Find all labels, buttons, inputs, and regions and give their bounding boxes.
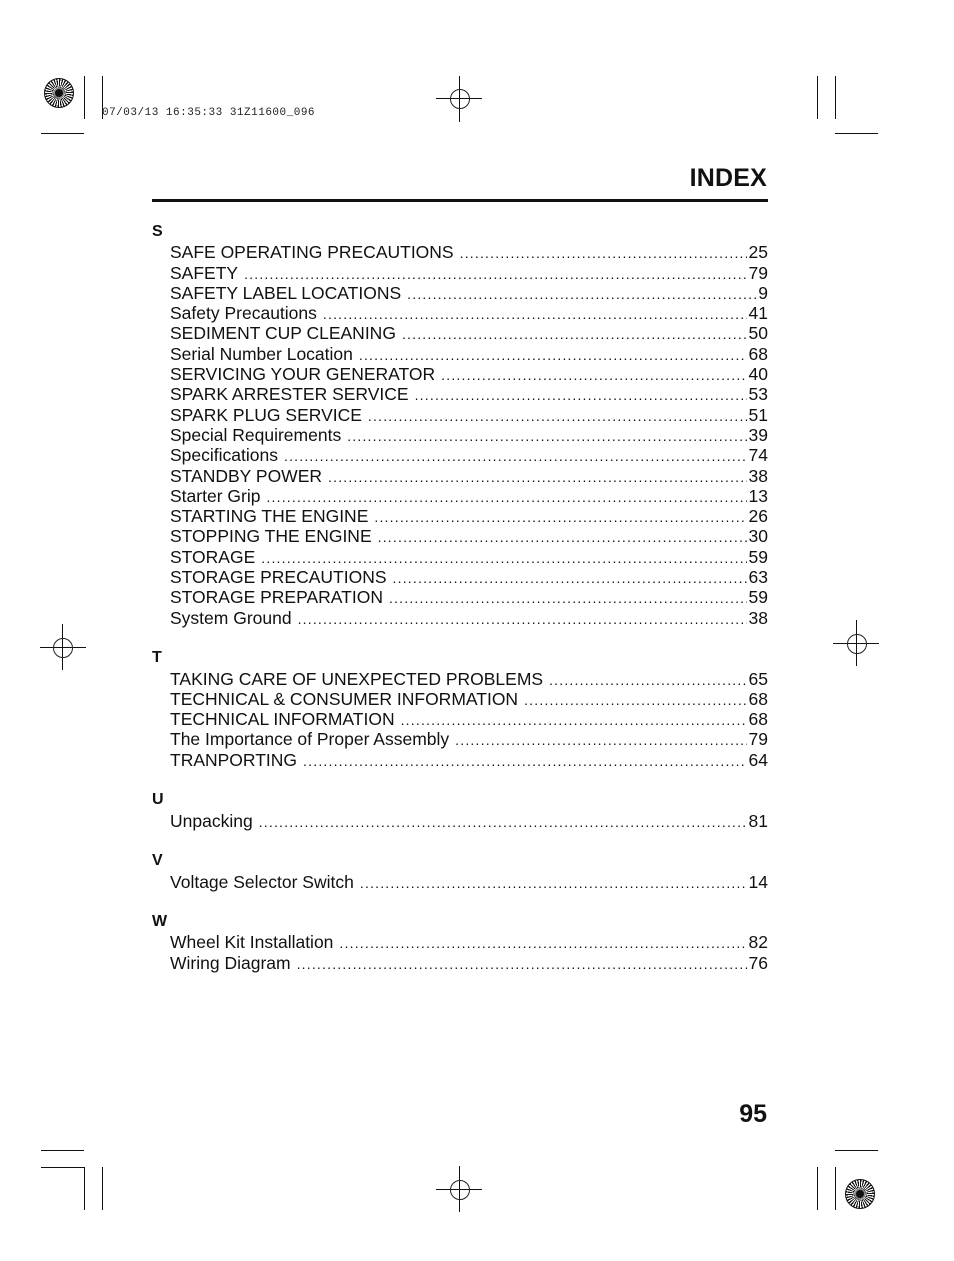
crosshair-mark-icon — [436, 76, 482, 122]
entry-label: Specifications — [170, 445, 278, 466]
title-rule — [152, 199, 768, 202]
entry-page-number: 59 — [748, 587, 768, 608]
entry-page-number: 68 — [748, 709, 768, 730]
entry-label: System Ground — [170, 607, 292, 628]
dot-leader — [323, 304, 747, 324]
index-entry — [152, 283, 768, 303]
entry-label: Starter Grip — [170, 485, 261, 506]
registration-target-icon — [845, 1179, 875, 1209]
entry-page-number: 41 — [748, 303, 768, 324]
entry-label: TECHNICAL INFORMATION — [170, 709, 395, 730]
entry-label: TRANPORTING — [170, 749, 298, 770]
dot-leader — [415, 385, 747, 405]
entry-label: SEDIMENT CUP CLEANING — [170, 323, 396, 344]
entry-page-number: 26 — [748, 506, 768, 527]
entry-label: STOPPING THE ENGINE — [170, 526, 372, 547]
entry-page-number: 30 — [748, 526, 768, 547]
index-entry — [152, 932, 768, 952]
index-entry — [152, 425, 768, 445]
index-entry — [152, 669, 768, 689]
entry-label: Special Requirements — [170, 424, 342, 445]
index-entry — [152, 303, 768, 323]
entry-page-number: 53 — [748, 384, 768, 405]
index-entry — [152, 384, 768, 404]
entry-page-number: 68 — [748, 343, 768, 364]
dot-leader — [284, 446, 747, 466]
entry-page-number: 65 — [748, 668, 768, 689]
entry-label: STORAGE PRECAUTIONS — [170, 567, 387, 588]
crosshair-mark-icon — [436, 1166, 482, 1212]
entry-page-number: 81 — [748, 810, 768, 831]
section-letter: V — [152, 852, 163, 870]
entry-page-number: 38 — [748, 607, 768, 628]
index-entry — [152, 344, 768, 364]
section-letter: S — [152, 223, 163, 240]
index-section-v — [152, 851, 768, 892]
dot-leader — [524, 690, 746, 710]
dot-leader — [298, 609, 747, 629]
index-entry — [152, 445, 768, 465]
entry-label: SAFETY — [170, 262, 239, 283]
dot-leader — [402, 324, 747, 344]
entry-label: Unpacking — [170, 810, 253, 831]
index-entry — [152, 506, 768, 526]
index-entry — [152, 608, 768, 628]
entry-label: Wiring Diagram — [170, 952, 291, 973]
entry-label: STARTING THE ENGINE — [170, 506, 369, 527]
entry-label: TAKING CARE OF UNEXPECTED PROBLEMS — [170, 668, 544, 689]
registration-target-icon — [44, 78, 74, 108]
entry-page-number: 79 — [748, 262, 768, 283]
entry-label: SPARK ARRESTER SERVICE — [170, 384, 409, 405]
dot-leader — [389, 588, 747, 608]
dot-leader — [401, 710, 747, 730]
entry-label: STANDBY POWER — [170, 465, 323, 486]
entry-page-number: 74 — [748, 445, 768, 466]
entry-page-number: 39 — [748, 424, 768, 445]
entry-page-number: 51 — [748, 404, 768, 425]
entry-page-number: 59 — [748, 546, 768, 567]
dot-leader — [244, 264, 746, 284]
dot-leader — [455, 730, 746, 750]
section-letter: W — [152, 913, 168, 931]
dot-leader — [303, 751, 746, 771]
entry-page-number: 13 — [748, 485, 768, 506]
entry-label: SPARK PLUG SERVICE — [170, 404, 362, 425]
dot-leader — [347, 426, 746, 446]
entry-label: The Importance of Proper Assembly — [170, 729, 450, 750]
index-entry — [152, 486, 768, 506]
dot-leader — [374, 507, 746, 527]
entry-label: SERVICING YOUR GENERATOR — [170, 364, 436, 385]
dot-leader — [441, 365, 746, 385]
index-entry — [152, 547, 768, 567]
entry-page-number: 9 — [758, 282, 768, 303]
entry-page-number: 25 — [748, 242, 768, 263]
dot-leader — [549, 670, 746, 690]
index-section-u — [152, 790, 768, 831]
index-entry — [152, 750, 768, 770]
entry-page-number: 50 — [748, 323, 768, 344]
dot-leader — [393, 568, 747, 588]
index-entry — [152, 811, 768, 831]
dot-leader — [460, 243, 747, 263]
index-entry — [152, 689, 768, 709]
index-entry — [152, 709, 768, 729]
entry-page-number: 79 — [748, 729, 768, 750]
dot-leader — [266, 487, 746, 507]
index-entry — [152, 364, 768, 384]
crosshair-mark-icon — [833, 620, 879, 666]
dot-leader — [368, 406, 747, 426]
entry-label: STORAGE — [170, 546, 256, 567]
section-letter: U — [152, 791, 164, 809]
dot-leader — [360, 873, 747, 893]
entry-page-number: 40 — [748, 364, 768, 385]
entry-label: Safety Precautions — [170, 303, 317, 324]
index-section-t — [152, 648, 768, 770]
entry-page-number: 82 — [748, 932, 768, 953]
entry-page-number: 38 — [748, 465, 768, 486]
entry-page-number: 76 — [748, 952, 768, 973]
crosshair-mark-icon — [40, 624, 86, 670]
index-entry — [152, 405, 768, 425]
index-entry — [152, 323, 768, 343]
entry-label: STORAGE PREPARATION — [170, 587, 383, 608]
dot-leader — [328, 467, 747, 487]
entry-label: Serial Number Location — [170, 343, 353, 364]
index-list — [152, 222, 768, 993]
index-entry — [152, 466, 768, 486]
index-entry — [152, 567, 768, 587]
entry-label: SAFE OPERATING PRECAUTIONS — [170, 242, 454, 263]
page-title: INDEX — [689, 164, 767, 192]
dot-leader — [378, 527, 747, 547]
dot-leader — [339, 933, 746, 953]
index-entry — [152, 263, 768, 283]
index-entry — [152, 729, 768, 749]
index-entry — [152, 953, 768, 973]
entry-page-number: 68 — [748, 688, 768, 709]
dot-leader — [297, 954, 747, 974]
print-slug: 07/03/13 16:35:33 31Z11600_096 — [102, 107, 316, 119]
entry-label: TECHNICAL & CONSUMER INFORMATION — [170, 688, 519, 709]
index-entry — [152, 587, 768, 607]
dot-leader — [259, 812, 747, 832]
index-section-s — [152, 222, 768, 628]
dot-leader — [407, 284, 756, 304]
entry-label: Wheel Kit Installation — [170, 932, 334, 953]
page-number: 95 — [739, 1100, 767, 1128]
index-entry — [152, 242, 768, 262]
entry-label: Voltage Selector Switch — [170, 871, 354, 892]
index-entry — [152, 872, 768, 892]
entry-page-number: 63 — [748, 567, 768, 588]
entry-page-number: 14 — [748, 871, 768, 892]
entry-page-number: 64 — [748, 749, 768, 770]
dot-leader — [261, 548, 746, 568]
section-letter: T — [152, 649, 162, 667]
dot-leader — [359, 345, 747, 365]
entry-label: SAFETY LABEL LOCATIONS — [170, 282, 402, 303]
index-entry — [152, 526, 768, 546]
index-section-w — [152, 912, 768, 973]
